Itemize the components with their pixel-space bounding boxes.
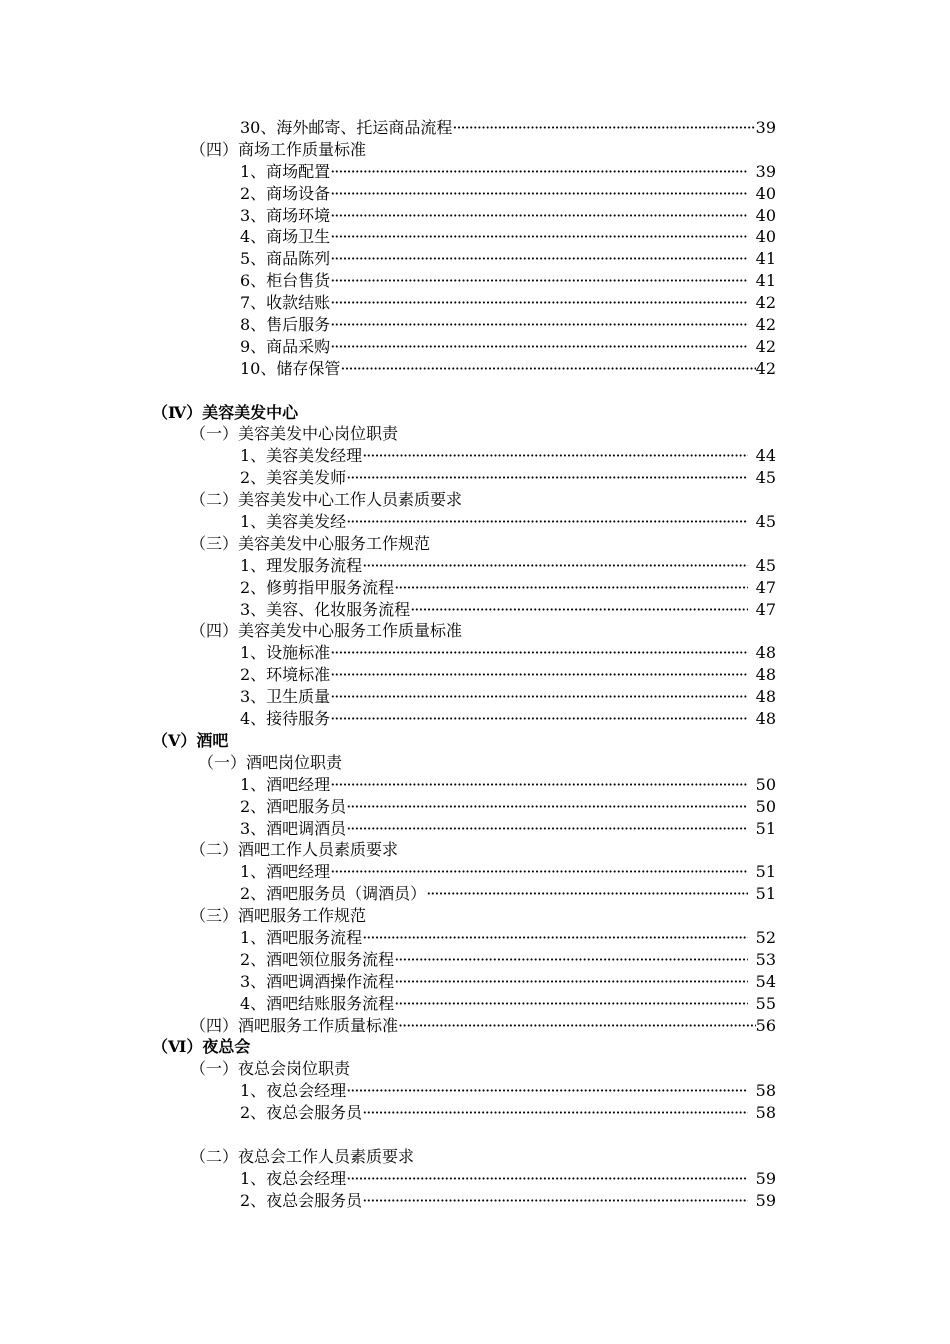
page-number: 51	[755, 818, 776, 838]
toc-entry-line[interactable]	[240, 358, 776, 380]
toc-entry	[0, 445, 950, 467]
toc-subsection-heading	[0, 620, 950, 642]
toc-entry-line[interactable]	[240, 226, 776, 248]
toc-subsection-heading	[0, 489, 950, 511]
entry-title: 10、储存保管	[240, 358, 341, 378]
page-number: 42	[755, 336, 776, 356]
dot-leader	[330, 708, 748, 730]
page-number: 56	[755, 1015, 776, 1035]
dot-leader	[362, 927, 748, 949]
entry-title: （四）酒吧服务工作质量标准	[190, 1015, 399, 1035]
toc-subsection-heading	[0, 533, 950, 555]
page-number: 52	[755, 927, 776, 947]
toc-entry-line[interactable]	[240, 577, 776, 599]
toc-entry-line[interactable]	[240, 883, 776, 905]
entry-title: 2、美容美发师	[240, 468, 347, 488]
dot-leader	[330, 183, 748, 205]
dot-leader	[394, 993, 748, 1015]
page-number: 45	[755, 512, 776, 532]
toc-entry	[0, 818, 950, 840]
entry-title: 2、修剪指甲服务流程	[240, 577, 395, 597]
toc-entry-line[interactable]	[240, 708, 776, 730]
entry-title: 3、卫生质量	[240, 687, 331, 707]
dot-leader	[346, 1168, 748, 1190]
page-number: 54	[755, 971, 776, 991]
dot-leader	[346, 467, 748, 489]
toc-entry-line[interactable]	[240, 117, 776, 139]
entry-title: 1、夜总会经理	[240, 1081, 347, 1101]
toc-entry-line[interactable]	[240, 664, 776, 686]
subsection-title: （二）酒吧工作人员素质要求	[190, 840, 399, 860]
entry-title: 2、环境标准	[240, 665, 331, 685]
page-number: 50	[755, 774, 776, 794]
toc-entry-line[interactable]	[240, 1168, 776, 1190]
page-number: 51	[755, 884, 776, 904]
toc-entry	[0, 226, 950, 248]
toc-entry	[0, 314, 950, 336]
toc-entry-line[interactable]	[240, 861, 776, 883]
entry-title: 8、售后服务	[240, 315, 331, 335]
entry-title: 7、收款结账	[240, 293, 331, 313]
dot-leader	[452, 117, 755, 139]
subsection-title: （三）美容美发中心服务工作规范	[190, 533, 431, 553]
entry-title: 2、商场设备	[240, 183, 331, 203]
entry-title: 30、海外邮寄、托运商品流程	[240, 118, 453, 137]
page-number: 41	[755, 271, 776, 291]
entry-title: 2、酒吧领位服务流程	[240, 949, 395, 969]
toc-entry-line[interactable]	[240, 314, 776, 336]
toc-entry-line[interactable]	[240, 205, 776, 227]
section-title: （Ⅳ）美容美发中心	[152, 402, 299, 422]
toc-entry	[0, 161, 950, 183]
toc-entry-line[interactable]	[240, 248, 776, 270]
page-number: 42	[755, 293, 776, 313]
toc-subsection-heading	[0, 752, 950, 774]
toc-entry	[0, 555, 950, 577]
toc-entry	[0, 248, 950, 270]
dot-leader	[330, 861, 748, 883]
toc-entry	[0, 1190, 950, 1212]
page-number: 58	[755, 1103, 776, 1123]
dot-leader	[394, 971, 748, 993]
entry-title: 4、商场卫生	[240, 227, 331, 247]
entry-title: 4、酒吧结账服务流程	[240, 993, 395, 1013]
page-number: 48	[755, 665, 776, 685]
entry-title: 3、酒吧调酒员	[240, 818, 347, 838]
page-number: 45	[755, 555, 776, 575]
subsection-title: （四）商场工作质量标准	[190, 139, 367, 159]
toc-entry	[0, 927, 950, 949]
toc-entry-line[interactable]	[240, 467, 776, 489]
page-number: 39	[755, 118, 776, 137]
toc-entry	[0, 883, 950, 905]
dot-leader	[346, 1080, 748, 1102]
toc-entry	[0, 270, 950, 292]
dot-leader	[394, 577, 748, 599]
toc-entry	[0, 336, 950, 358]
dot-leader	[340, 358, 755, 380]
toc-entry	[0, 796, 950, 818]
dot-leader	[330, 664, 748, 686]
dot-leader	[346, 796, 748, 818]
entry-title: 2、酒吧服务员（调酒员）	[240, 884, 427, 904]
toc-entry	[0, 117, 950, 139]
dot-leader	[362, 1190, 748, 1212]
toc-entry	[0, 708, 950, 730]
toc-entry-line[interactable]	[240, 949, 776, 971]
dot-leader	[330, 336, 748, 358]
entry-title: 1、设施标准	[240, 643, 331, 663]
toc-entry	[0, 599, 950, 621]
entry-title: 1、商场配置	[240, 161, 331, 181]
dot-leader	[346, 818, 748, 840]
toc-entry	[0, 577, 950, 599]
page-number: 39	[755, 161, 776, 181]
table-of-contents	[0, 117, 950, 1212]
dot-leader	[398, 1015, 756, 1037]
toc-entry-line[interactable]	[240, 270, 776, 292]
dot-leader	[410, 599, 748, 621]
dot-leader	[426, 883, 748, 905]
page-number: 40	[755, 205, 776, 225]
toc-entry	[0, 183, 950, 205]
toc-entry-line[interactable]	[240, 161, 776, 183]
toc-entry	[0, 686, 950, 708]
page-number: 48	[755, 709, 776, 729]
page-number: 55	[755, 993, 776, 1013]
entry-title: 1、美容美发经	[240, 512, 347, 532]
toc-subsection-heading	[0, 423, 950, 445]
page-number: 59	[755, 1168, 776, 1188]
dot-leader	[330, 292, 748, 314]
entry-title: 1、理发服务流程	[240, 555, 363, 575]
toc-entry	[0, 1102, 950, 1124]
toc-section-heading	[0, 402, 950, 424]
subsection-title: （一）美容美发中心岗位职责	[190, 424, 399, 444]
section-title: （Ⅴ）酒吧	[152, 730, 229, 750]
dot-leader	[330, 686, 748, 708]
subsection-title: （四）美容美发中心服务工作质量标准	[190, 621, 463, 641]
dot-leader	[330, 314, 748, 336]
dot-leader	[362, 445, 748, 467]
entry-title: 3、酒吧调酒操作流程	[240, 971, 395, 991]
toc-entry-line[interactable]	[190, 1015, 776, 1037]
page-number: 45	[755, 468, 776, 488]
toc-entry	[0, 205, 950, 227]
page-number: 50	[755, 796, 776, 816]
entry-title: 3、美容、化妆服务流程	[240, 599, 411, 619]
section-title: （Ⅵ）夜总会	[152, 1037, 251, 1057]
toc-entry-line[interactable]	[240, 511, 776, 533]
toc-entry-line[interactable]	[240, 292, 776, 314]
toc-entry-line[interactable]	[240, 774, 776, 796]
page-number: 47	[755, 599, 776, 619]
dot-leader	[330, 248, 748, 270]
subsection-title: （二）美容美发中心工作人员素质要求	[190, 490, 463, 510]
page-number: 40	[755, 227, 776, 247]
toc-entry	[0, 971, 950, 993]
page-number: 40	[755, 183, 776, 203]
subsection-title: （二）夜总会工作人员素质要求	[190, 1146, 415, 1166]
subsection-title: （一）夜总会岗位职责	[190, 1059, 351, 1079]
entry-title: 1、夜总会经理	[240, 1168, 347, 1188]
toc-entry-line[interactable]	[240, 818, 776, 840]
dot-leader	[394, 949, 748, 971]
toc-entry	[0, 993, 950, 1015]
page-number: 58	[755, 1081, 776, 1101]
entry-title: 1、酒吧经理	[240, 862, 331, 882]
page-number: 48	[755, 687, 776, 707]
page-number: 42	[755, 315, 776, 335]
toc-entry-line[interactable]	[240, 686, 776, 708]
dot-leader	[330, 774, 748, 796]
toc-subsection-heading	[0, 139, 950, 161]
toc-entry	[0, 949, 950, 971]
entry-title: 5、商品陈列	[240, 249, 331, 269]
entry-title: 1、酒吧服务流程	[240, 927, 363, 947]
blank-line	[0, 380, 950, 402]
toc-entry-line[interactable]	[240, 183, 776, 205]
dot-leader	[330, 205, 748, 227]
toc-entry-line[interactable]	[240, 993, 776, 1015]
entry-title: 3、商场环境	[240, 205, 331, 225]
entry-title: 2、夜总会服务员	[240, 1103, 363, 1123]
toc-entry	[0, 292, 950, 314]
toc-entry	[0, 1080, 950, 1102]
toc-subsection-heading	[0, 1058, 950, 1080]
toc-entry-line[interactable]	[240, 971, 776, 993]
subsection-title: （三）酒吧服务工作规范	[190, 906, 367, 926]
entry-title: 2、酒吧服务员	[240, 796, 347, 816]
toc-subsection-heading	[0, 1146, 950, 1168]
toc-entry	[0, 467, 950, 489]
toc-entry-line[interactable]	[240, 1080, 776, 1102]
dot-leader	[346, 511, 748, 533]
toc-entry-line[interactable]	[240, 445, 776, 467]
entry-title: 6、柜台售货	[240, 271, 331, 291]
page-number: 59	[755, 1190, 776, 1210]
toc-entry	[0, 642, 950, 664]
entry-title: 4、接待服务	[240, 709, 331, 729]
page-number: 51	[755, 862, 776, 882]
toc-subsection-heading	[0, 905, 950, 927]
page-number: 53	[755, 949, 776, 969]
toc-entry	[0, 774, 950, 796]
toc-entry	[0, 358, 950, 380]
subsection-title: （一）酒吧岗位职责	[198, 752, 343, 772]
page-number: 47	[755, 577, 776, 597]
dot-leader	[330, 642, 748, 664]
toc-entry	[0, 861, 950, 883]
toc-section-heading	[0, 730, 950, 752]
entry-title: 2、夜总会服务员	[240, 1190, 363, 1210]
toc-entry-line[interactable]	[240, 555, 776, 577]
dot-leader	[330, 226, 748, 248]
page-number: 44	[755, 446, 776, 466]
toc-entry	[0, 1168, 950, 1190]
page-number: 48	[755, 643, 776, 663]
toc-entry-line[interactable]	[240, 1190, 776, 1212]
blank-line	[0, 1124, 950, 1146]
toc-entry	[0, 1015, 950, 1037]
toc-entry-line[interactable]	[240, 927, 776, 949]
toc-entry-line[interactable]	[240, 336, 776, 358]
dot-leader	[362, 1102, 748, 1124]
dot-leader	[330, 270, 748, 292]
toc-entry-line[interactable]	[240, 599, 776, 621]
toc-entry	[0, 664, 950, 686]
entry-title: 1、酒吧经理	[240, 774, 331, 794]
toc-entry-line[interactable]	[240, 1102, 776, 1124]
toc-section-heading	[0, 1036, 950, 1058]
toc-entry-line[interactable]	[240, 642, 776, 664]
toc-entry-line[interactable]	[240, 796, 776, 818]
dot-leader	[362, 555, 748, 577]
page-number: 42	[755, 358, 776, 378]
toc-subsection-heading	[0, 839, 950, 861]
toc-entry	[0, 511, 950, 533]
dot-leader	[330, 161, 748, 183]
page-number: 41	[755, 249, 776, 269]
entry-title: 9、商品采购	[240, 336, 331, 356]
entry-title: 1、美容美发经理	[240, 446, 363, 466]
